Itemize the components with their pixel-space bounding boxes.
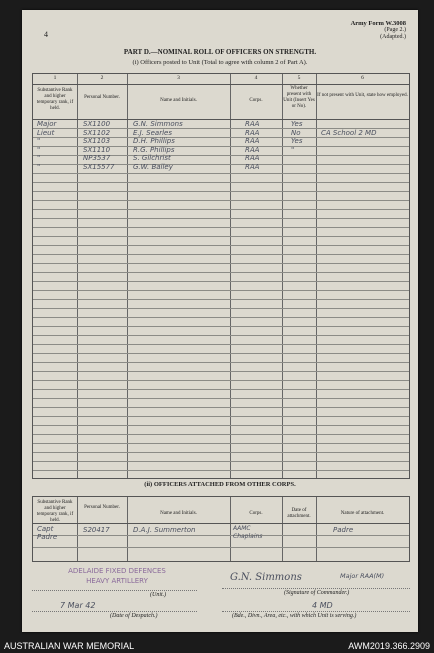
table-rule — [33, 380, 409, 381]
table-rule — [33, 209, 409, 210]
col-number-5: 5 — [297, 75, 301, 81]
corner-mark: 4 — [44, 30, 48, 39]
header-number: Personal Number. — [84, 95, 120, 100]
header-present: Whether present with Unit (Insert Yes or No). — [283, 86, 315, 109]
officer-corps: RAA — [245, 154, 260, 162]
signature-label: (Signature of Commander.) — [284, 590, 350, 596]
officer-number: NP3537 — [83, 154, 111, 162]
table-rule — [33, 452, 409, 453]
officer-name: G.W. Bailey — [133, 162, 173, 171]
col-number-6: 6 — [361, 75, 364, 81]
officer-name: S. Gilchrist — [133, 154, 171, 162]
table-rule — [33, 272, 409, 273]
header-rank: Substantive Rank and higher temporary rank, if held. — [36, 88, 74, 111]
table-rule — [33, 236, 409, 237]
stamp-line-2: HEAVY ARTILLERY — [86, 577, 148, 585]
attached-header-rank: Substantive Rank and higher temporary rank, if held. — [36, 500, 74, 523]
despatch-date: 7 Mar 42 — [60, 601, 96, 610]
table-rule — [33, 308, 409, 309]
attached-header-corps: Corps. — [249, 511, 263, 516]
commander-signature: G.N. Simmons — [230, 572, 302, 583]
part-title: PART D.—NOMINAL ROLL OF OFFICERS ON STRENGTH. — [123, 48, 317, 56]
officer-number: SX1103 — [83, 137, 111, 145]
attached-header-name: Name and Initials. — [160, 511, 197, 516]
officer-number: SX1102 — [83, 128, 111, 137]
officer-name: E.J. Searles — [133, 128, 172, 137]
table-rule — [33, 389, 409, 390]
table-rule — [33, 245, 409, 246]
form-adapted: (Adapted.) — [380, 34, 406, 40]
attached-header-nature: Nature of attachment. — [340, 511, 385, 516]
attached-name: D.A.J. Summerton — [133, 526, 196, 534]
footer-right: AWM2019.366.2909 — [348, 641, 430, 651]
officer-present: Yes — [291, 137, 303, 145]
officer-rank: " — [37, 162, 41, 171]
footer-left: AUSTRALIAN WAR MEMORIAL — [4, 641, 135, 651]
table-rule — [33, 299, 409, 300]
attached-title: (ii) OFFICERS ATTACHED FROM OTHER CORPS. — [144, 481, 296, 488]
table-rule — [33, 254, 409, 255]
col-number-2: 2 — [100, 75, 104, 81]
officer-name: R.G. Phillips — [133, 145, 175, 154]
officer-corps: RAA — [245, 162, 260, 171]
officer-number: SX15577 — [83, 162, 115, 171]
table-rule — [33, 290, 409, 291]
officer-present: No — [291, 128, 301, 137]
officer-number: SX1110 — [83, 145, 111, 154]
officers-table — [32, 73, 410, 479]
table-rule — [33, 191, 409, 192]
table-rule — [33, 434, 409, 435]
form-page — [22, 10, 418, 632]
officer-present: " — [291, 145, 295, 154]
officer-present: Yes — [291, 120, 303, 128]
table-rule — [33, 326, 409, 327]
part-subtitle: (i) Officers posted to Unit (Total to agree with column 2 of Part A). — [132, 59, 308, 66]
attached-table — [32, 496, 410, 562]
unit-stamp — [52, 566, 182, 586]
attached-header-date: Date of attachment. — [287, 508, 311, 519]
attached-nature: Padre — [333, 526, 354, 534]
table-rule — [33, 281, 409, 282]
officer-rank: " — [37, 154, 41, 162]
attached-header-number: Personal Number. — [84, 505, 120, 510]
table-rule — [33, 263, 409, 264]
bde-label: (Bde., Divn., Area, etc., with which Unit is serving.) — [232, 613, 357, 619]
table-rule — [33, 200, 409, 201]
officer-name: D.H. Phillips — [133, 137, 175, 145]
officer-corps: RAA — [245, 145, 260, 154]
officer-rank: Lieut — [37, 128, 55, 137]
form-number: Army Form W.3008 — [350, 20, 406, 27]
table-rule — [33, 182, 409, 183]
officer-corps: RAA — [245, 120, 260, 128]
table-rule — [33, 362, 409, 363]
table-rule — [33, 353, 409, 354]
form-page-number: (Page 2.) — [384, 27, 406, 33]
header-name: Name and Initials. — [160, 98, 197, 103]
district: 4 MD — [312, 601, 333, 610]
attached-rank: Capt Padre — [37, 525, 58, 541]
attached-number: S20417 — [83, 526, 110, 534]
officer-name: G.N. Simmons — [133, 120, 183, 128]
officer-rank: Major — [37, 120, 57, 128]
header-employed: If not present with Unit, state how employed. — [317, 93, 408, 98]
header-corps: Corps. — [249, 98, 263, 103]
table-rule — [33, 335, 409, 336]
table-rule — [33, 425, 409, 426]
stamp-line-1: ADELAIDE FIXED DEFENCES — [68, 567, 166, 575]
table-rule — [33, 317, 409, 318]
table-rule — [33, 173, 409, 174]
attached-corps: AAMC Chaplains — [233, 525, 263, 540]
table-rule — [33, 344, 409, 345]
table-rule — [33, 371, 409, 372]
table-rule — [33, 398, 409, 399]
officer-rank: " — [37, 137, 41, 145]
table-rule — [33, 227, 409, 228]
col-number-4: 4 — [254, 75, 258, 81]
table-rule — [33, 443, 409, 444]
col-number-3: 3 — [177, 75, 180, 81]
col-number-1: 1 — [53, 75, 57, 81]
unit-label: (Unit.) — [150, 592, 167, 598]
officer-number: SX1100 — [83, 120, 111, 128]
table-rule — [33, 416, 409, 417]
officer-corps: RAA — [245, 128, 260, 137]
officer-rank: " — [37, 145, 41, 154]
officer-corps: RAA — [245, 137, 260, 145]
signature-rank: Major RAA(M) — [340, 572, 385, 580]
table-rule — [33, 218, 409, 219]
officer-employed: CA School 2 MD — [321, 128, 377, 137]
form-identifier — [351, 20, 406, 41]
table-rule — [33, 470, 409, 471]
despatch-label: (Date of Despatch.) — [110, 613, 158, 619]
table-rule — [33, 461, 409, 462]
table-rule — [33, 407, 409, 408]
